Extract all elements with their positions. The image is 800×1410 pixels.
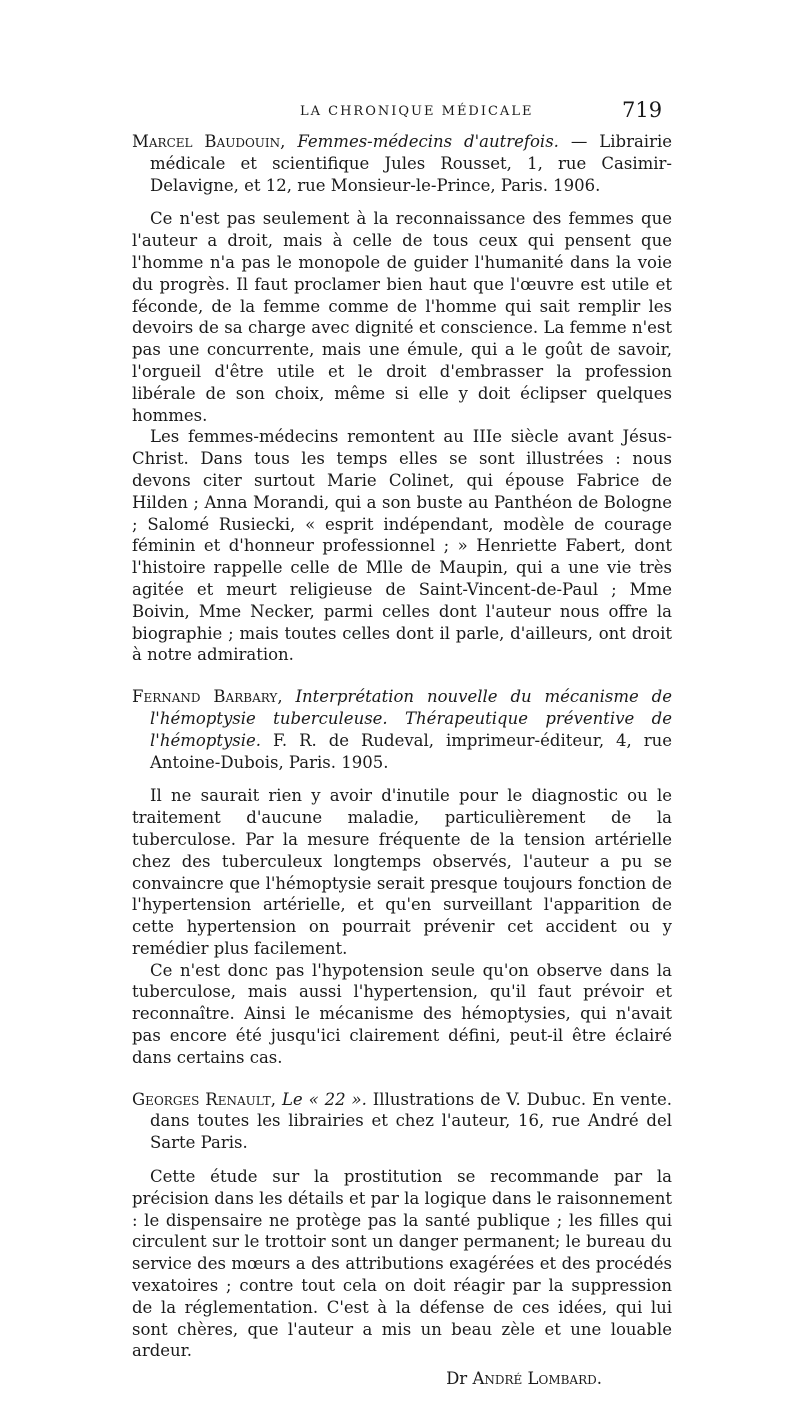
page-number: 719 [622, 98, 663, 122]
review-barbary [132, 686, 672, 1069]
review-title: Interprétation nouvelle du mécanisme de l'hémoptysie tuberculeuse. Thérapeutique préventive de l'hémoptysie. [150, 687, 673, 750]
review-renault [132, 1089, 672, 1390]
signature [132, 1368, 602, 1390]
signature-title: Dr [446, 1369, 468, 1389]
review-author: Fernand Barbary, [132, 687, 283, 707]
running-title: LA CHRONIQUE MÉDICALE [300, 104, 534, 119]
review-publisher: — Librairie médicale et scientifique Jules Rousset, 1, rue Casimir-Delavigne, et 12, rue Monsieur-le-Prince, Paris. 1906. [150, 132, 673, 195]
review-paragraph: Ce n'est pas seulement à la reconnaissance des femmes que l'auteur a droit, mais à celle de tous ceux qui pensent que l'homme n'a pas le monopole de guider l'humanité dans la voie du progrès. Il faut proclamer bien haut que l'œuvre est utile et féconde, de la femme comme de l'homme qui sait remplir les devoirs de sa charge avec dignité et conscience. La femme n'est pas une concurrente, mais une émule, qui a le goût de savoir, l'orgueil d'être utile et le droit d'embrasser la profession libérale de son choix, même si elle y doit éclipser quelques hommes. [132, 209, 672, 425]
reviews-column [132, 131, 672, 1410]
review-title: Femmes-médecins d'autrefois. [297, 132, 559, 151]
review-paragraph: Cette étude sur la prostitution se recommande par la précision dans les détails et par la logique dans le raisonnement : le dispensaire ne protège pas la santé publique ; les filles qui circulent sur le trottoir sont un danger permanent; le bureau du service des mœurs a des attributions exagérées et des procédés vexatoires ; contre tout cela on doit réagir par la suppression de la réglementation. C'est à la défense de ces idées, qui lui sont chères, que l'auteur a mis un beau zèle et une louable ardeur. [132, 1167, 672, 1361]
review-publisher: Illustrations de V. Dubuc. En vente. dans toutes les librairies et chez l'auteur, 16, rue André del Sarte Paris. [150, 1089, 673, 1153]
review-paragraph: Les femmes-médecins remontent au IIIe siècle avant Jésus-Christ. Dans tous les temps elles se sont illustrées : nous devons citer surtout Marie Colinet, qui épouse Fabrice de Hilden ; Anna Morandi, qui a son buste au Panthéon de Bologne ; Salomé Rusiecki, « esprit indépendant, modèle de courage féminin et d'honneur professionnel ; » Henriette Fabert, dont l'histoire rappelle celle de Mlle de Maupin, qui a une vie très agitée et meurt religieuse de Saint-Vincent-de-Paul ; Mme Boivin, Mme Necker, parmi celles dont l'auteur nous offre la biographie ; mais toutes celles dont il parle, d'ailleurs, ont droit à notre admiration. [132, 427, 672, 665]
signature-name: André Lombard. [472, 1369, 602, 1389]
bibliographic-reference [132, 131, 672, 196]
review-author: Marcel Baudouin, [132, 132, 286, 151]
review-title: Le « 22 ». [281, 1089, 367, 1109]
review-baudouin [132, 131, 672, 666]
bibliographic-reference [132, 686, 672, 773]
review-paragraph: Ce n'est donc pas l'hypotension seule qu'on observe dans la tuberculose, mais aussi l'hypertension, qu'il faut prévoir et reconnaître. Ainsi le mécanisme des hémoptysies, qui n'avait pas encore été jusqu'ici clairement défini, peut-il être éclairé dans certains cas. [132, 960, 672, 1067]
review-publisher: F. R. de Rudeval, imprimeur-éditeur, 4, rue Antoine-Dubois, Paris. 1905. [150, 730, 672, 772]
review-author: Georges Renault, [132, 1089, 277, 1109]
review-paragraph: Il ne saurait rien y avoir d'inutile pour le diagnostic ou le traitement d'aucune maladie, particulièrement de la tuberculose. Par la mesure fréquente de la tension artérielle chez des tuberculeux longtemps observés, l'auteur a pu se convaincre que l'hémoptysie serait presque toujours fonction de l'hypertension artérielle, et qu'en surveillant l'apparition de cette hypertension on pourrait prévenir cet accident ou y remédier plus facilement. [132, 786, 672, 958]
bibliographic-reference [132, 1089, 672, 1154]
